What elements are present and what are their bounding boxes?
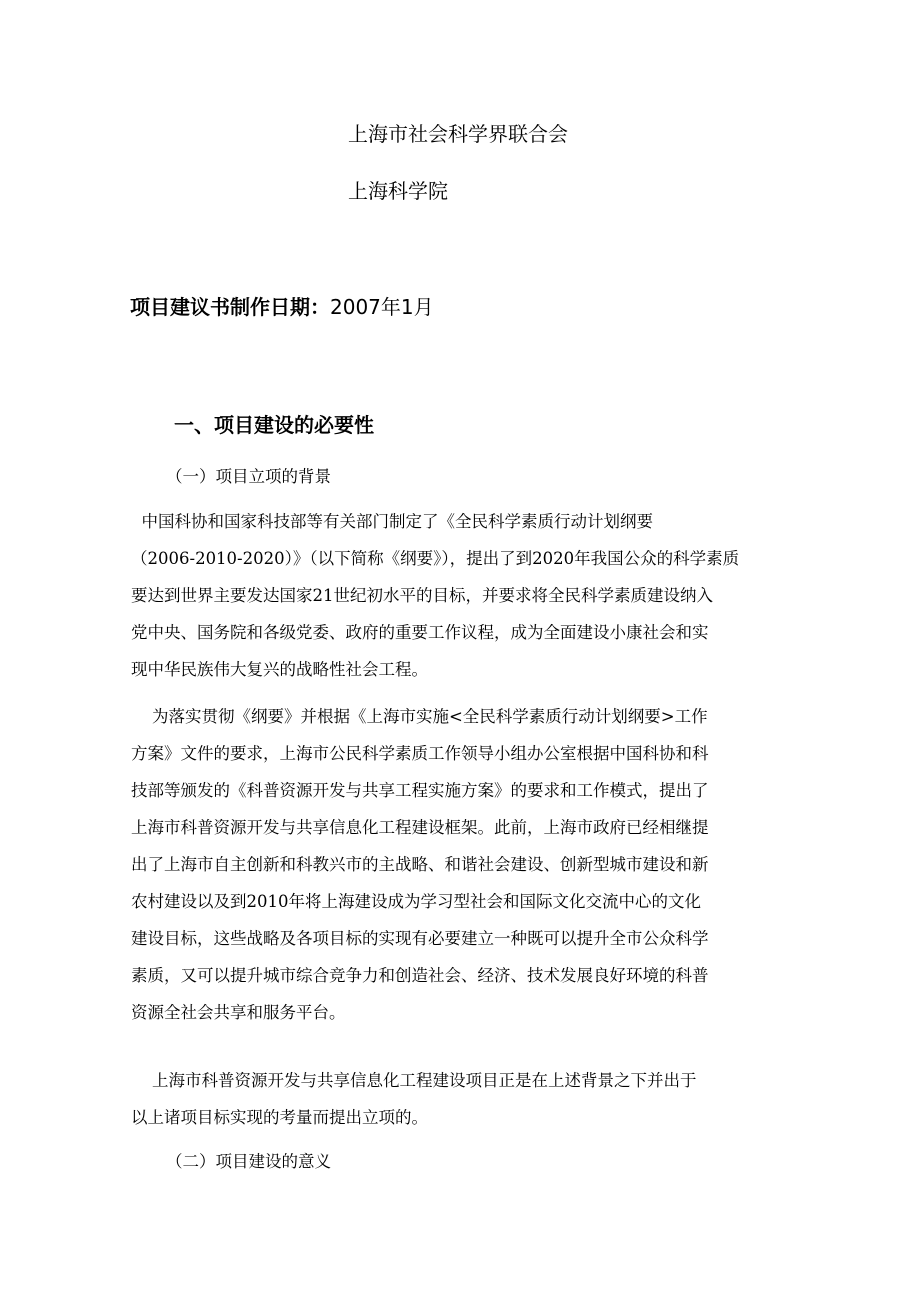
proposal-date-value: 2007年1月	[330, 295, 434, 319]
organization-name-2: 上海科学院	[348, 179, 448, 203]
paragraph-line: 现中华民族伟大复兴的战略性社会工程。	[131, 660, 428, 679]
paragraph-line: 为落实贯彻《纲要》并根据《上海市实施<全民科学素质行动计划纲要>工作	[131, 707, 708, 726]
paragraph-line: 建设目标，这些战略及各项目标的实现有必要建立一种既可以提升全市公众科学	[131, 929, 709, 948]
paragraph-line: 中国科协和国家科技部等有关部门制定了《全民科学素质行动计划纲要	[131, 512, 653, 531]
organization-name-1: 上海市社会科学界联合会	[348, 122, 568, 146]
paragraph-line: 技部等颁发的《科普资源开发与共享工程实施方案》的要求和工作模式，提出了	[131, 781, 709, 800]
subsection-heading-significance: （二）项目建设的意义	[166, 1152, 331, 1171]
proposal-date	[130, 295, 434, 319]
paragraph-line: 上海市科普资源开发与共享信息化工程建设项目正是在上述背景之下并出于	[131, 1071, 697, 1090]
paragraph-line: 资源全社会共享和服务平台。	[131, 1003, 346, 1022]
subsection-heading-background: （一）项目立项的背景	[166, 467, 331, 486]
paragraph-line: 方案》文件的要求，上海市公民科学素质工作领导小组办公室根据中国科协和科	[131, 744, 709, 763]
paragraph-line: 素质，又可以提升城市综合竞争力和创造社会、经济、技术发展良好环境的科普	[131, 966, 709, 985]
paragraph-line: 党中央、国务院和各级党委、政府的重要工作议程，成为全面建设小康社会和实	[131, 623, 709, 642]
paragraph-line: 出了上海市自主创新和科教兴市的主战略、和谐社会建设、创新型城市建设和新	[131, 855, 709, 874]
section-heading: 一、项目建设的必要性	[174, 413, 374, 437]
paragraph-line: 要达到世界主要发达国家21世纪初水平的目标，并要求将全民科学素质建设纳入	[131, 586, 713, 605]
paragraph-line: （2006-2010-2020）》（以下简称《纲要》），提出了到2020年我国公众的科学素质	[131, 549, 740, 568]
paragraph-line: 以上诸项目标实现的考量而提出立项的。	[131, 1108, 428, 1127]
proposal-date-label: 项目建议书制作日期：	[130, 295, 330, 319]
paragraph-line: 农村建设以及到2010年将上海建设成为学习型社会和国际文化交流中心的文化	[131, 892, 701, 911]
paragraph-line: 上海市科普资源开发与共享信息化工程建设框架。此前，上海市政府已经相继提	[131, 818, 709, 837]
